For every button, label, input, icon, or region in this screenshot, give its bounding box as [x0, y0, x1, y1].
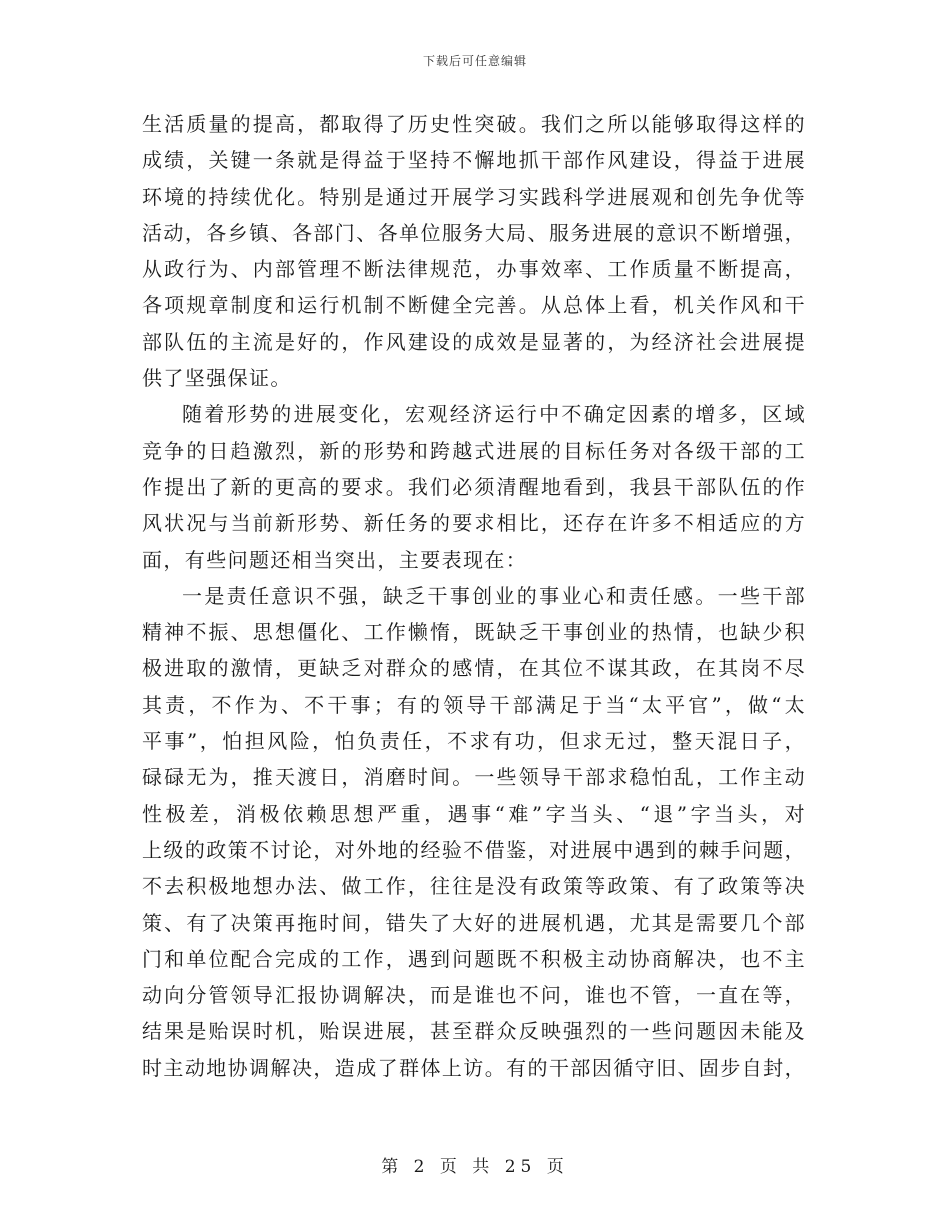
text-line: 时主动地协调解决，造成了群体上访。有的干部因循守旧、固步自封， — [142, 1055, 806, 1080]
page-number-footer: 第 2 页 共 25 页 — [381, 1157, 569, 1177]
text-line: 部队伍的主流是好的，作风建设的成效是显著的，为经济社会进展提 — [142, 329, 806, 354]
text-line: 竞争的日趋激烈，新的形势和跨越式进展的目标任务对各级干部的工 — [142, 438, 806, 463]
text-line: 随着形势的进展变化，宏观经济运行中不确定因素的增多，区域 — [182, 402, 806, 427]
text-line: 风状况与当前新形势、新任务的要求相比，还存在许多不相适应的方 — [142, 511, 806, 536]
text-line: 其责，不作为、不干事；有的领导干部满足于当“太平官”，做“太 — [142, 692, 806, 717]
text-line: 极进取的激情，更缺乏对群众的感情，在其位不谋其政，在其岗不尽 — [142, 656, 806, 681]
text-line: 策、有了决策再拖时间，错失了大好的进展机遇，尤其是需要几个部 — [142, 910, 806, 935]
text-line: 作提出了新的更高的要求。我们必须清醒地看到，我县干部队伍的作 — [142, 474, 806, 499]
body-text — [142, 106, 806, 1086]
text-line: 生活质量的提高，都取得了历史性突破。我们之所以能够取得这样的 — [142, 112, 806, 136]
text-line: 成绩，关键一条就是得益于坚持不懈地抓干部作风建设，得益于进展 — [142, 148, 806, 173]
text-line: 环境的持续优化。特别是通过开展学习实践科学进展观和创先争优等 — [142, 184, 806, 209]
text-line: 碌碌无为，推天渡日，消磨时间。一些领导干部求稳怕乱，工作主动 — [142, 765, 806, 790]
text-line: 活动，各乡镇、各部门、各单位服务大局、服务进展的意识不断增强， — [142, 220, 806, 245]
text-line: 供了坚强保证。 — [142, 366, 292, 391]
paragraph-3 — [142, 578, 806, 1086]
text-line: 上级的政策不讨论，对外地的经验不借鉴，对进展中遇到的棘手问题， — [142, 837, 806, 862]
text-line: 性极差，消极依赖思想严重，遇事“难”字当头、“退”字当头，对 — [142, 801, 806, 826]
text-line: 动向分管领导汇报协调解决，而是谁也不问，谁也不管，一直在等， — [142, 983, 806, 1008]
text-line: 门和单位配合完成的工作，遇到问题既不积极主动协商解决，也不主 — [142, 946, 806, 971]
page-header-note: 下载后可任意编辑 — [422, 54, 527, 68]
text-line: 从政行为、内部管理不断法律规范，办事效率、工作质量不断提高， — [142, 257, 806, 282]
text-line: 一是责任意识不强，缺乏干事创业的事业心和责任感。一些干部 — [182, 583, 806, 608]
paragraph-1 — [142, 106, 806, 396]
text-line: 精神不振、思想僵化、工作懒惰，既缺乏干事创业的热情，也缺少积 — [142, 620, 806, 645]
text-line: 各项规章制度和运行机制不断健全完善。从总体上看，机关作风和干 — [142, 293, 806, 318]
text-line: 结果是贻误时机，贻误进展，甚至群众反映强烈的一些问题因未能及 — [142, 1019, 806, 1044]
text-line: 平事”，怕担风险，怕负责任，不求有功，但求无过，整天混日子， — [142, 729, 806, 754]
paragraph-2 — [142, 396, 806, 577]
text-line: 不去积极地想办法、做工作，往往是没有政策等政策、有了政策等决 — [142, 874, 806, 899]
text-line: 面，有些问题还相当突出，主要表现在： — [142, 547, 528, 572]
